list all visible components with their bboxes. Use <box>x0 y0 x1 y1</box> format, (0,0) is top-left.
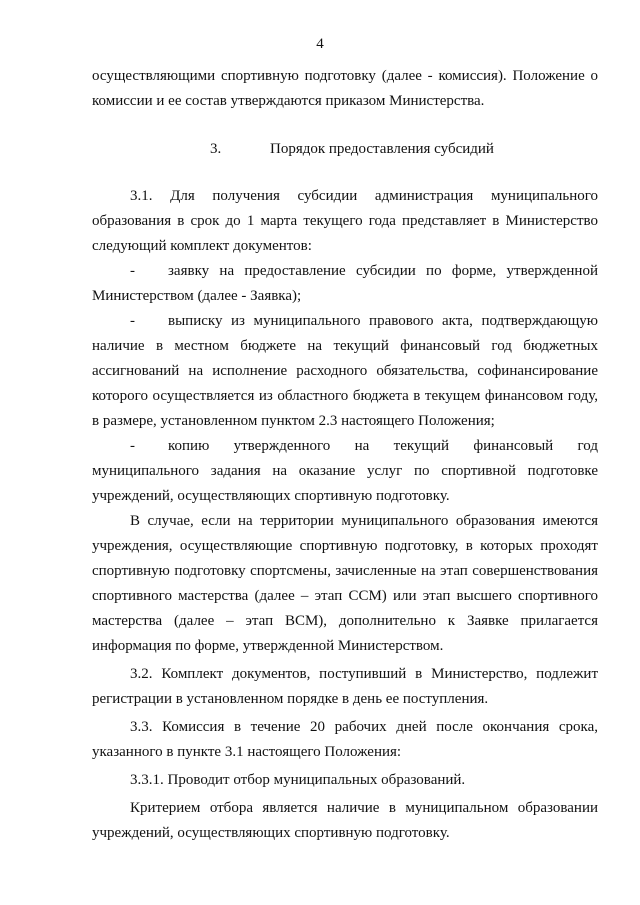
paragraph-3-3-1: 3.3.1. Проводит отбор муниципальных образований. <box>130 772 466 788</box>
paragraph-3-3: 3.3. Комиссия в течение 20 рабочих дней после окончания срока, указанного в пункте 3.1 настоящего Положения: <box>92 719 598 760</box>
document-body <box>92 64 598 846</box>
page-number: 4 <box>316 36 324 52</box>
intro-paragraph: осуществляющими спортивную подготовку (далее - комиссия). Положение о комиссии и ее состав утверждаются приказом Министерства. <box>92 68 598 109</box>
paragraph-3-2: 3.2. Комплект документов, поступивший в Министерство, подлежит регистрации в установленном порядке в день ее поступления. <box>92 666 598 707</box>
paragraph-case: В случае, если на территории муниципального образования имеются учреждения, осуществляющие спортивную подготовку, в которых проходят спортивную подготовку спортсмены, зачисленные на этап совершенствования спортивного мастерства (далее – этап ССМ) или этап высшего спортивного мастерства (далее – этап ВСМ), дополнительно к Заявке прилагается информация по форме, утвержденной Министерством. <box>92 513 598 654</box>
section-heading <box>92 137 598 162</box>
section-number: 3. <box>210 141 222 157</box>
list-item <box>92 309 598 434</box>
paragraph-3-1: 3.1. Для получения субсидии администрация муниципального образования в срок до 1 марта текущего года представляет в Министерство следующий комплект документов: <box>92 188 598 254</box>
list-dash: - <box>130 263 135 279</box>
list-item <box>92 434 598 509</box>
list-item-text: заявку на предоставление субсидии по форме, утвержденной Министерством (далее - Заявка); <box>92 263 598 304</box>
section-title: Порядок предоставления субсидий <box>270 141 494 157</box>
list-dash: - <box>130 438 135 454</box>
paragraph-criterion: Критерием отбора является наличие в муниципальном образовании учреждений, осуществляющих спортивную подготовку. <box>92 800 598 841</box>
list-dash: - <box>130 313 135 329</box>
list-item <box>92 259 598 309</box>
list-item-text: выписку из муниципального правового акта, подтверждающую наличие в местном бюджете на текущий финансовый год бюджетных ассигнований на исполнение расходного обязательства, софинансирование которого осуществляется из областного бюджета в текущем финансовом году, в размере, установленном пунктом 2.3 настоящего Положения; <box>92 313 598 429</box>
list-item-text: копию утвержденного на текущий финансовый год муниципального задания на оказание услуг по спортивной подготовке учреждений, осуществляющих спортивную подготовку. <box>92 438 598 504</box>
